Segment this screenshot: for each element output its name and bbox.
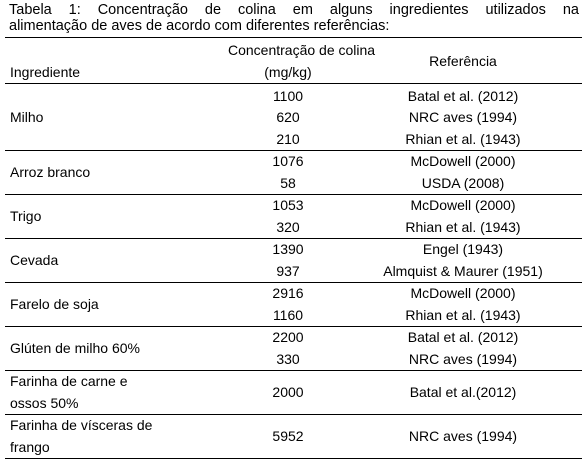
cell-reference: Engel (1943) [422, 241, 504, 257]
group-rule [5, 238, 582, 239]
cell-concentration: 2000 [272, 384, 304, 400]
cell-reference: McDowell (2000) [410, 285, 516, 301]
group-rule [5, 282, 582, 283]
cell-ingredient: Farinha de carne e [10, 373, 128, 389]
group-rule [5, 370, 582, 371]
cell-reference: USDA (2008) [421, 175, 505, 191]
cell-concentration: 1390 [272, 241, 304, 257]
cell-concentration: 620 [276, 109, 300, 125]
cell-reference: NRC aves (1994) [408, 109, 518, 125]
group-rule [5, 194, 582, 195]
cell-concentration: 1053 [272, 197, 304, 213]
cell-concentration: 1100 [272, 88, 304, 104]
cell-reference: McDowell (2000) [410, 153, 516, 169]
cell-ingredient: Cevada [10, 252, 59, 268]
caption-line-1: Tabela 1: Concentração de colina em alguns ingredientes utilizados na [9, 2, 579, 18]
group-rule [5, 150, 582, 151]
cell-concentration: 1160 [272, 307, 304, 323]
cell-ingredient: Glúten de milho 60% [10, 340, 140, 356]
cell-concentration: 5952 [272, 428, 304, 444]
cell-concentration: 2200 [272, 329, 304, 345]
group-rule [5, 414, 582, 415]
header-concentration-line-1: Concentração de colina [228, 42, 376, 58]
cell-concentration: 937 [276, 263, 300, 279]
cell-ingredient: Milho [10, 109, 44, 125]
cell-ingredient: Trigo [10, 208, 42, 224]
cell-reference: Batal et al.(2012) [409, 384, 517, 400]
cell-concentration: 1076 [272, 153, 304, 169]
cell-ingredient: Arroz branco [10, 164, 91, 180]
header-ingredient: Ingrediente [10, 64, 81, 80]
group-rule [5, 326, 582, 327]
cell-concentration: 320 [276, 219, 300, 235]
cell-reference: Rhian et al. (1943) [405, 307, 521, 323]
caption-line-2: alimentação de aves de acordo com diferentes referências: [9, 18, 390, 34]
cell-reference: Almquist & Maurer (1951) [383, 263, 543, 279]
cell-concentration: 58 [280, 175, 296, 191]
header-concentration-line-2: (mg/kg) [264, 64, 312, 80]
cell-ingredient: Farelo de soja [10, 296, 99, 312]
cell-reference: NRC aves (1994) [408, 351, 518, 367]
cell-ingredient: frango [10, 439, 50, 455]
cell-concentration: 210 [276, 131, 300, 147]
cell-reference: McDowell (2000) [410, 197, 516, 213]
cell-concentration: 2916 [272, 285, 304, 301]
cell-reference: Batal et al. (2012) [407, 329, 519, 345]
cell-ingredient: ossos 50% [10, 395, 79, 411]
cell-reference: Rhian et al. (1943) [405, 131, 521, 147]
cell-reference: Rhian et al. (1943) [405, 219, 521, 235]
header-reference: Referência [429, 53, 497, 69]
cell-concentration: 330 [276, 351, 300, 367]
cell-reference: Batal et al. (2012) [407, 88, 519, 104]
cell-ingredient: Farinha de vísceras de [10, 417, 153, 433]
table-caption [9, 2, 579, 34]
top-rule [5, 37, 582, 38]
cell-reference: NRC aves (1994) [408, 428, 518, 444]
header-rule [5, 83, 582, 84]
